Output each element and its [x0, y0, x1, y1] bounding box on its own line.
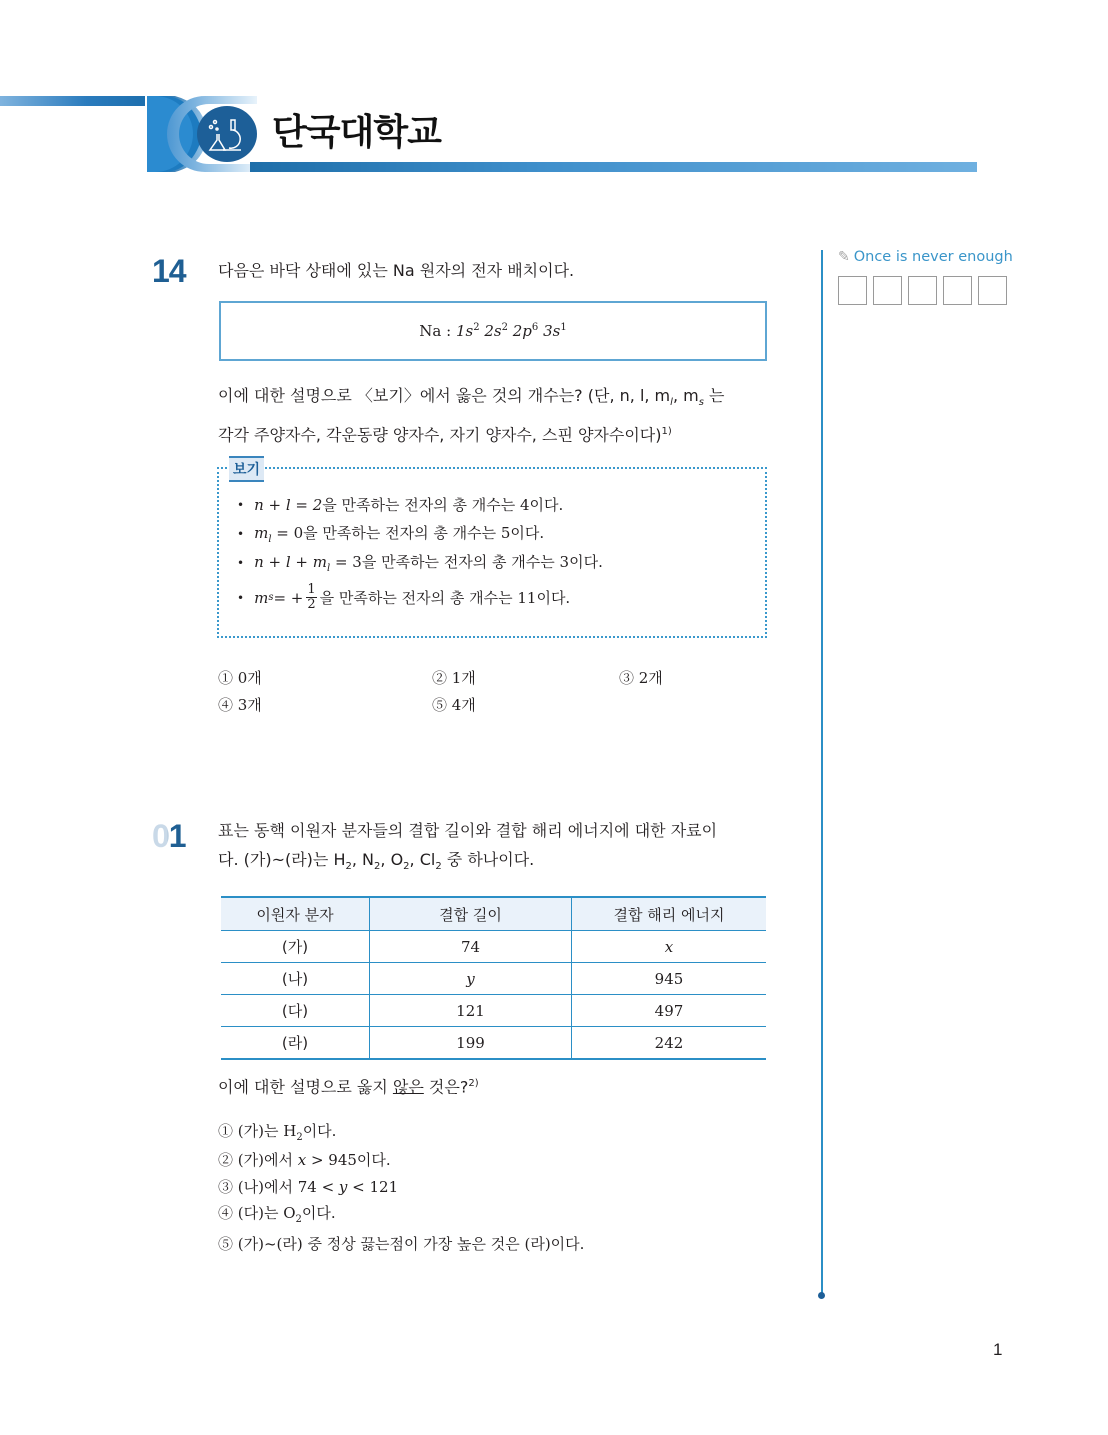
question-number-01-text: 01 [152, 818, 186, 854]
orbital-label: 1s [455, 322, 474, 340]
q01-intro-cl: , Cl [409, 850, 436, 869]
bogi-math2: = + [273, 588, 304, 607]
review-tracker-label: Once is never enough [853, 249, 1013, 265]
header-logo [145, 94, 260, 174]
question-number-14: 14 [152, 253, 186, 289]
q01-intro-end: 중 하나이다. [441, 850, 535, 869]
config-2s [484, 322, 512, 340]
q01-intro-n: , N [351, 850, 375, 869]
q01-choice-1[interactable] [218, 1120, 336, 1143]
bogi-math: n + l = 2 [254, 496, 323, 514]
choice-text: ② (가)에서 [218, 1151, 298, 1169]
config-element: Na [419, 322, 442, 340]
bogi-math2: = 3 [330, 553, 362, 571]
table-row [221, 931, 766, 963]
sub: 2 [296, 1132, 303, 1143]
q01-choice-4[interactable] [218, 1202, 336, 1225]
choice-text-end: < 121 [347, 1178, 399, 1196]
choice-text: ⑤ (가)~(라) 중 정상 끓는점이 가장 높은 것은 (라)이다. [218, 1235, 585, 1253]
bogi-math: m [254, 524, 269, 542]
review-tracker-title [838, 249, 1013, 265]
bullet: • [237, 526, 245, 541]
table-cell: x [572, 931, 767, 963]
orbital-label: 2s [484, 322, 502, 340]
table-cell: (나) [221, 963, 370, 995]
choice-text-end: > 945이다. [306, 1151, 391, 1169]
q01-intro [218, 816, 778, 881]
choice-text: ① (가)는 H [218, 1122, 297, 1140]
q01-intro-o: , O [380, 850, 404, 869]
review-checkbox-5[interactable] [978, 276, 1007, 305]
table-cell: 497 [572, 995, 767, 1027]
bogi-label: 보기 [229, 456, 264, 482]
bullet: • [237, 497, 245, 512]
page-title: 단국대학교 [272, 112, 441, 153]
q14-choice-5[interactable]: ⑤ 4개 [432, 696, 476, 714]
bogi-item [237, 494, 563, 515]
q14-line1-mid: , m [672, 386, 699, 405]
bogi-text: 을 만족하는 전자의 총 개수는 11이다. [319, 589, 571, 607]
choice-text-end: 이다. [301, 1204, 336, 1222]
fraction-denominator: 2 [307, 597, 316, 612]
header-bar-left [0, 96, 145, 106]
fraction-numerator: 1 [307, 582, 316, 597]
sidebar-divider [821, 250, 823, 1295]
config-2p [513, 322, 543, 340]
q14-question-line2 [218, 417, 778, 449]
sub: 2 [435, 861, 442, 873]
header-bar-right [250, 162, 977, 172]
table-cell: (다) [221, 995, 370, 1027]
q14-intro: 다음은 바닥 상태에 있는 Na 원자의 전자 배치이다. [218, 261, 575, 280]
review-checkbox-4[interactable] [943, 276, 972, 305]
bogi-math: n + l + m [254, 553, 327, 571]
q01-intro-pre: 다. (가)~(라)는 H [218, 850, 346, 869]
q14-choice-2[interactable]: ② 1개 [432, 669, 476, 687]
bogi-sub: s [268, 592, 274, 603]
flask-microscope-icon [145, 94, 260, 174]
q14-choice-1[interactable]: ① 0개 [218, 669, 262, 687]
bogi-sub: l [326, 563, 331, 574]
config-1s [456, 322, 484, 340]
config-colon: : [441, 322, 456, 340]
choice-text-end: 이다. [302, 1122, 337, 1140]
q01-question-post: 것은? [423, 1077, 469, 1097]
sub: 2 [403, 861, 410, 873]
orbital-count: 1 [560, 322, 567, 333]
orbital-count: 6 [531, 322, 539, 333]
bogi-math: m [254, 588, 269, 607]
bogi-item [237, 522, 544, 545]
q01-intro-line2 [218, 845, 778, 881]
table-row [221, 1027, 766, 1060]
review-checkbox-3[interactable] [908, 276, 937, 305]
review-checkbox-1[interactable] [838, 276, 867, 305]
q14-choice-4[interactable]: ④ 3개 [218, 696, 262, 714]
q01-choice-2[interactable] [218, 1149, 391, 1170]
table-header-row [221, 897, 766, 931]
q01-question-emphasis: 않은 [392, 1077, 424, 1097]
sub: 2 [374, 861, 381, 873]
table-cell: 121 [370, 995, 572, 1027]
q14-line1-text: 이에 대한 설명으로 〈보기〉에서 옳은 것의 개수는? (단, n, l, m [218, 386, 671, 405]
table-header: 결합 길이 [370, 897, 572, 931]
q14-choice-3[interactable]: ③ 2개 [619, 669, 663, 687]
sub: 2 [345, 861, 352, 873]
orbital-label: 3s [543, 322, 561, 340]
table-row [221, 963, 766, 995]
table-cell: 242 [572, 1027, 767, 1060]
q01-question-pre: 이에 대한 설명으로 옳지 [218, 1077, 393, 1097]
q01-choice-5[interactable] [218, 1233, 584, 1254]
q14-line1-end: 는 [703, 386, 725, 405]
fraction [306, 583, 316, 612]
orbital-count: 2 [501, 322, 508, 333]
table-header: 이원자 분자 [221, 897, 370, 931]
q14-question [218, 381, 778, 450]
q14-line2-text: 각각 주양자수, 각운동량 양자수, 자기 양자수, 스핀 양자수이다) [218, 425, 662, 445]
choice-text: ④ (다)는 O [218, 1204, 296, 1222]
review-checkboxes [838, 276, 1007, 305]
bogi-text: 을 만족하는 전자의 총 개수는 5이다. [303, 524, 545, 542]
bogi-text: 을 만족하는 전자의 총 개수는 4이다. [322, 496, 564, 514]
table-cell: y [370, 963, 572, 995]
orbital-label: 2p [512, 322, 532, 340]
table-cell: (라) [221, 1027, 370, 1060]
electron-config-box [219, 301, 767, 361]
q01-choice-3[interactable] [218, 1176, 398, 1197]
table-cell: 74 [370, 931, 572, 963]
table-row [221, 995, 766, 1027]
table-cell: 945 [572, 963, 767, 995]
sidebar-divider-end-dot [818, 1292, 825, 1299]
q14-question-line1 [218, 381, 778, 417]
q01-question [218, 1069, 479, 1101]
bond-data-table [221, 896, 766, 1060]
bullet: • [237, 555, 245, 570]
table-cell: (가) [221, 931, 370, 963]
question-number-01 [152, 818, 186, 855]
config-3s [543, 322, 567, 340]
choice-math: y [338, 1178, 348, 1196]
sub: 2 [295, 1214, 302, 1225]
choice-text: ③ (나)에서 74 < [218, 1178, 339, 1196]
bogi-item [237, 551, 603, 574]
q14-sub-s: s [698, 397, 704, 409]
pencil-icon: ✎ [838, 249, 850, 265]
table-cell: 199 [370, 1027, 572, 1060]
orbital-count: 2 [473, 322, 480, 333]
q01-intro-line1: 표는 동핵 이원자 분자들의 결합 길이와 결합 해리 에너지에 대한 자료이 [218, 821, 718, 840]
bogi-math2: = 0 [271, 524, 304, 542]
page-number: 1 [993, 1340, 1003, 1359]
bogi-sub: l [268, 534, 272, 545]
choice-math: x [297, 1151, 307, 1169]
table-header: 결합 해리 에너지 [572, 897, 767, 931]
q14-sub-l: l [670, 397, 673, 409]
bogi-item [237, 583, 570, 612]
footnote-marker: 1) [661, 426, 672, 438]
review-checkbox-2[interactable] [873, 276, 902, 305]
bogi-text: 을 만족하는 전자의 총 개수는 3이다. [361, 553, 603, 571]
footnote-marker: 2) [468, 1078, 479, 1089]
bullet: • [237, 590, 245, 605]
